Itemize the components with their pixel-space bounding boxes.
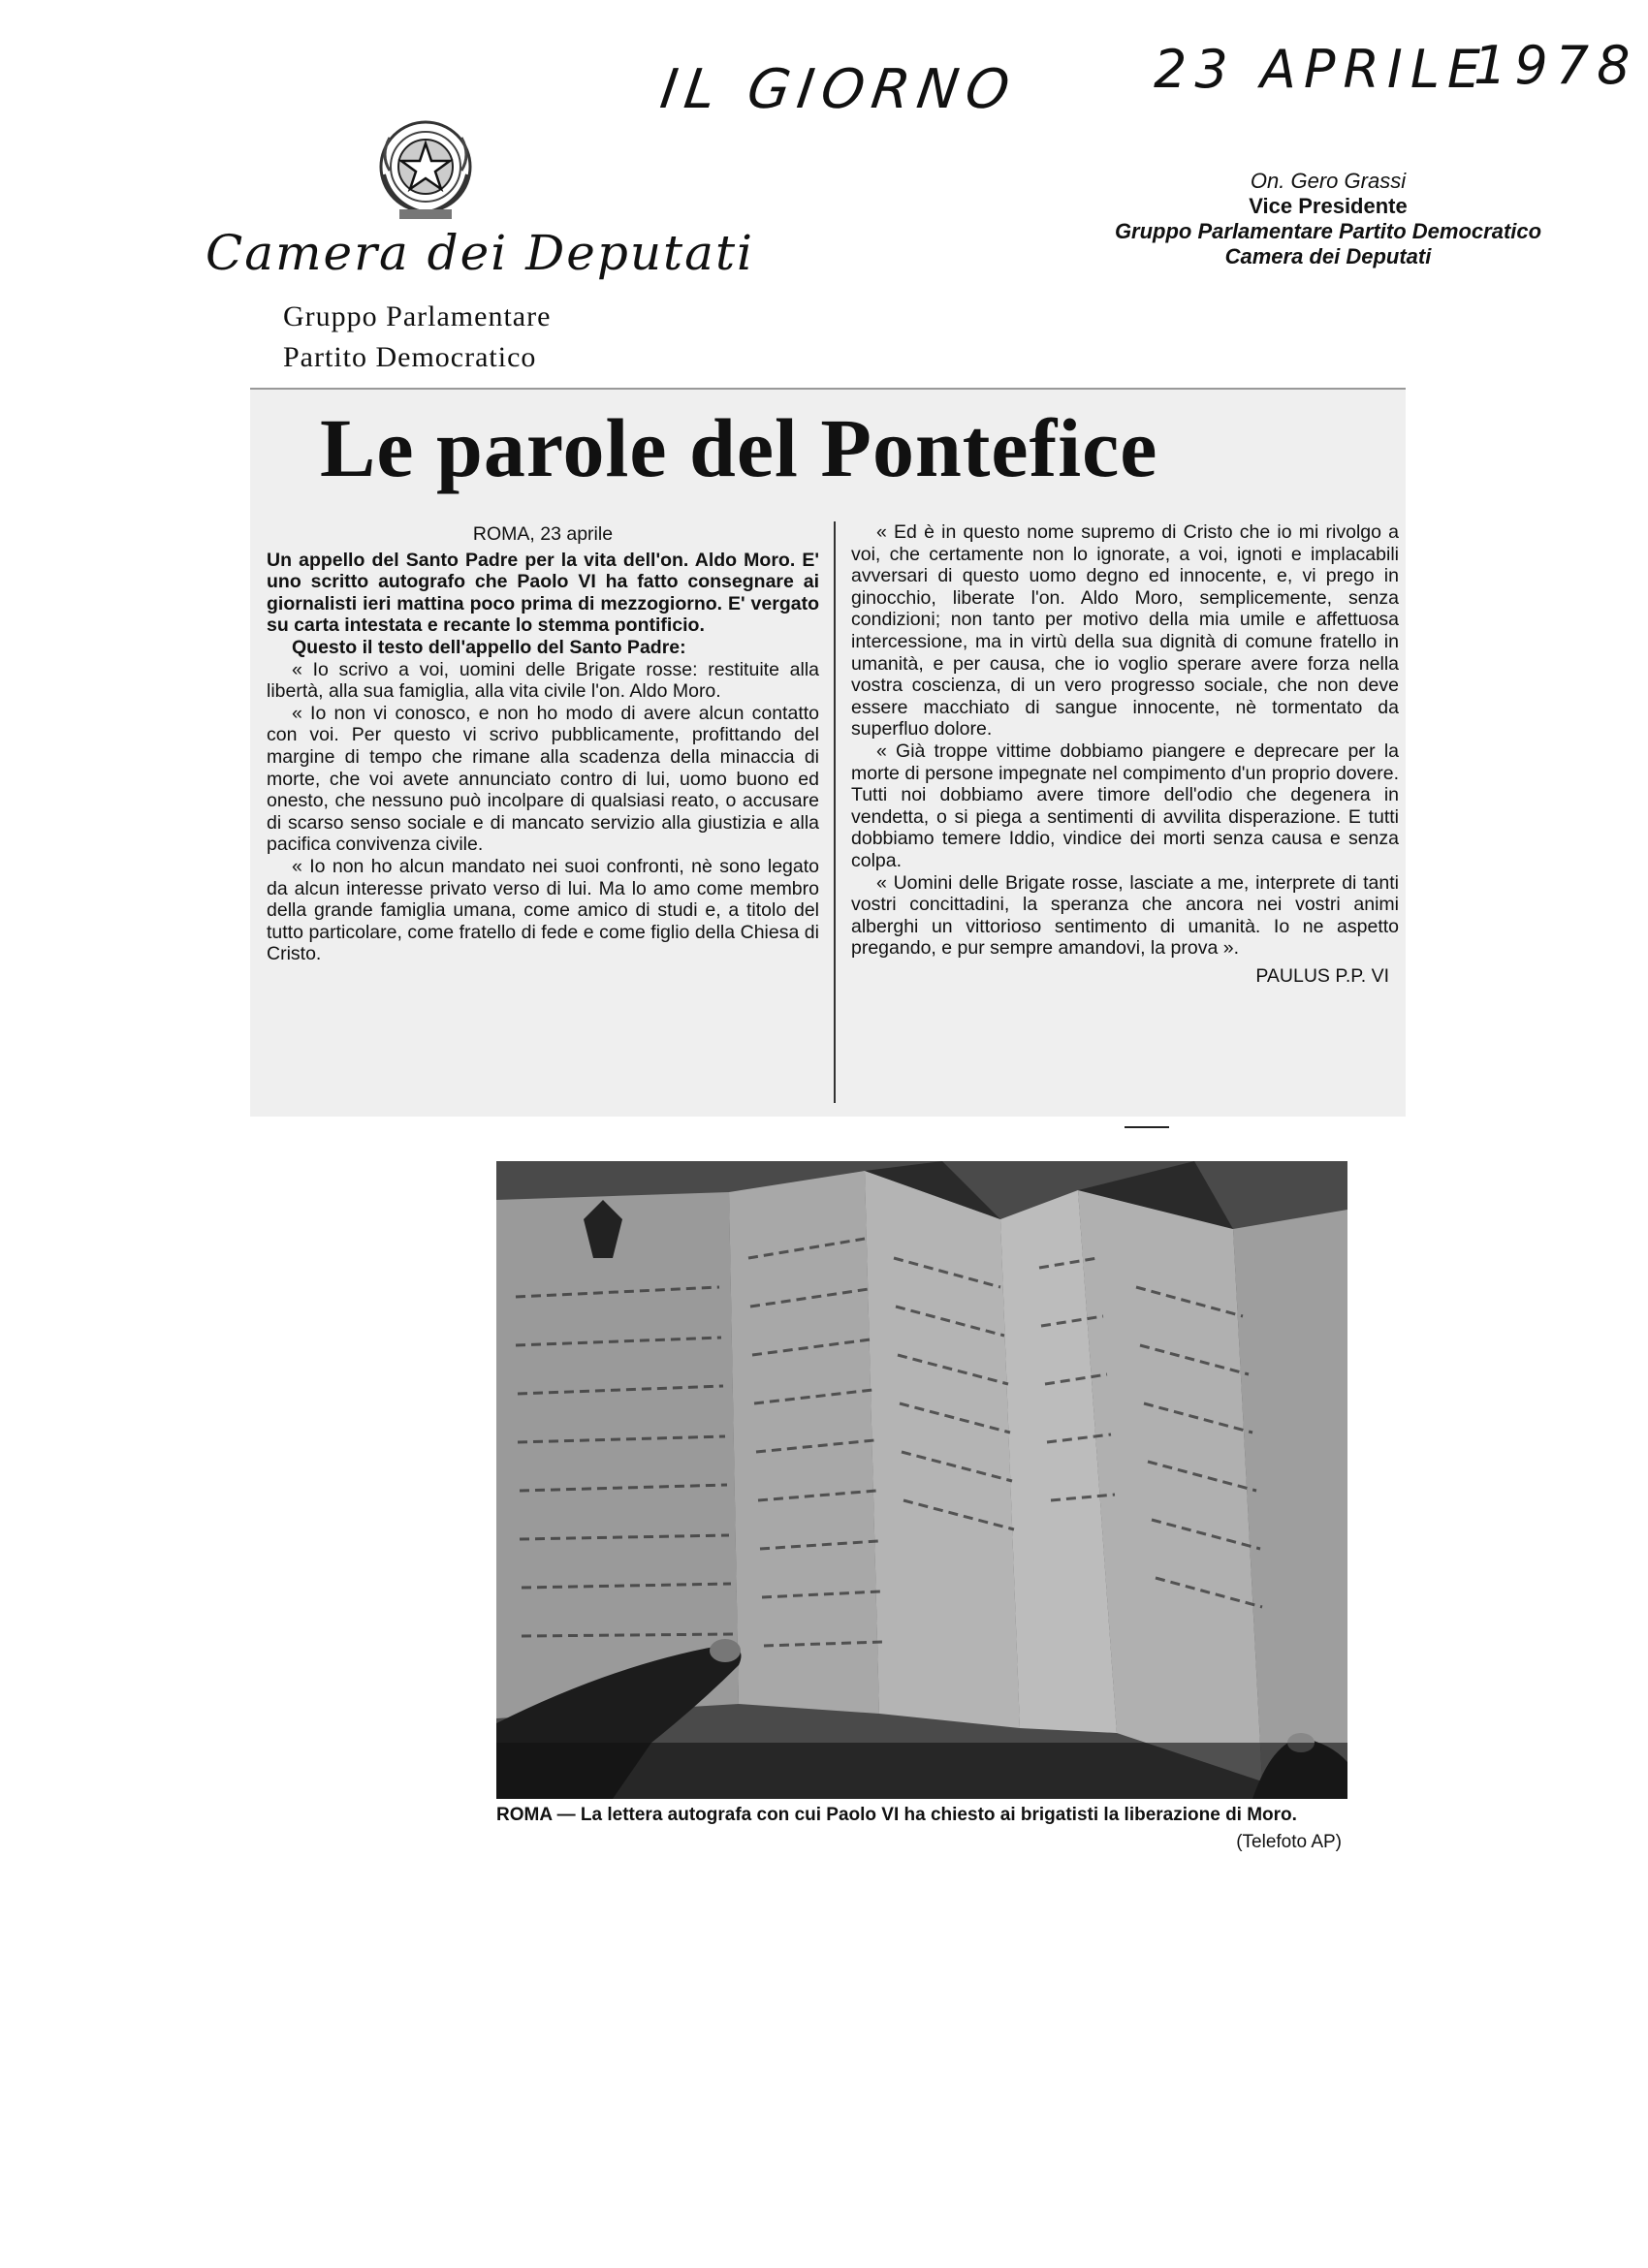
- member-group: Gruppo Parlamentare Partito Democratico: [1114, 219, 1542, 243]
- article-paragraph: « Uomini delle Brigate rosse, lasciate a me, interprete di tanti vostri concittadini, la speranza che ancora nei vostri animi alberghi un vittorioso sentimento di umanità. Io ne aspetto pregando, e pur sempre amandovi, la prova ».: [851, 871, 1399, 960]
- handwritten-date: 23 APRILE: [1154, 39, 1489, 100]
- article-paragraph: « Ed è in questo nome supremo di Cristo che io mi rivolgo a voi, che certamente non lo ignorate, a voi, ignoti e implacabili avversari di questo uomo degno ed innocente, e, vi prego in ginocchio, liberate l'on. Aldo Moro, semplicemente, senza condizioni; non tanto per motivo della mia umile e affettuosa intercessione, ma in virtù della sua dignità di comune fratello in umanità, e per causa, che io voglio sperare avere forza nella vostra coscienza, di un vero progresso sociale, che non deve essere macchiato di sangue innocente, nè tormentato da superfluo dolore.: [851, 521, 1399, 740]
- article-paragraph: « Io non ho alcun mandato nei suoi confronti, nè sono legato da alcun interesse privato verso di lui. Ma lo amo come membro della grande famiglia umana, come amico di studi e, a titolo del tutto particolare, come fratello di fede e come figlio della Chiesa di Cristo.: [267, 855, 819, 965]
- member-name: On. Gero Grassi: [1250, 169, 1407, 193]
- article-column-left: [267, 523, 819, 965]
- article-paragraph: « Già troppe vittime dobbiamo piangere e deprecare per la morte di persone impegnate nel compimento d'un proprio dovere. Tutti noi dobbiamo avere timore dell'odio che degenera in vendetta, o si piega a sentimenti di avvilita disperazione. E tutti dobbiamo temere Iddio, vindice dei morti senza causa e senza colpa.: [851, 740, 1399, 871]
- article-end-rule: [1125, 1126, 1169, 1128]
- italian-republic-emblem-icon: [372, 116, 479, 225]
- photo-credit: (Telefoto AP): [1236, 1832, 1342, 1852]
- parliamentary-group-line: Gruppo Parlamentare: [283, 300, 552, 332]
- article-lead: Un appello del Santo Padre per la vita dell'on. Aldo Moro. E' uno scritto autografo che Paolo VI ha fatto consegnare ai giornalisti ieri mattina poco prima di mezzogiorno. E' vergato su carta intestata e recante lo stemma pontificio.: [267, 549, 819, 637]
- article-column-right: [851, 521, 1399, 987]
- photo-caption: ROMA — La lettera autografa con cui Paolo VI ha chiesto ai brigatisti la liberazione di Moro.: [496, 1805, 1297, 1825]
- clipping-edge-divider: [250, 388, 1406, 390]
- column-divider: [834, 521, 836, 1103]
- handwritten-year: 1978: [1474, 35, 1638, 96]
- party-name-line: Partito Democratico: [283, 341, 537, 373]
- article-intro: Questo il testo dell'appello del Santo Padre:: [292, 636, 686, 658]
- article-paragraph: « Io non vi conosco, e non ho modo di avere alcun contatto con voi. Per questo vi scrivo pubblicamente, profittando del margine di tempo che rimane alla scadenza della minaccia di morte, che voi avete annunciato contro di lui, uomo buono ed onesto, che nessuno può incolpare di qualsiasi reato, o accusare di scarso senso sociale e di mancato servizio alla giustizia e alla pacifica convivenza civile.: [267, 702, 819, 856]
- letter-photo: [496, 1161, 1347, 1799]
- article-paragraph: « Io scrivo a voi, uomini delle Brigate rosse: restituite alla libertà, alla sua famiglia, alla vita civile l'on. Aldo Moro.: [267, 658, 819, 703]
- article-signature: PAULUS P.P. VI: [1255, 964, 1389, 987]
- member-info-block: [1076, 169, 1580, 269]
- member-chamber: Camera dei Deputati: [1224, 244, 1432, 268]
- chamber-of-deputies-title: Camera dei Deputati: [206, 225, 755, 281]
- member-role: Vice Presidente: [1249, 194, 1408, 218]
- handwritten-newspaper-name: IL GIORNO: [656, 58, 1021, 121]
- article-dateline: ROMA, 23 aprile: [472, 523, 614, 545]
- article-headline: Le parole del Pontefice: [320, 401, 1158, 494]
